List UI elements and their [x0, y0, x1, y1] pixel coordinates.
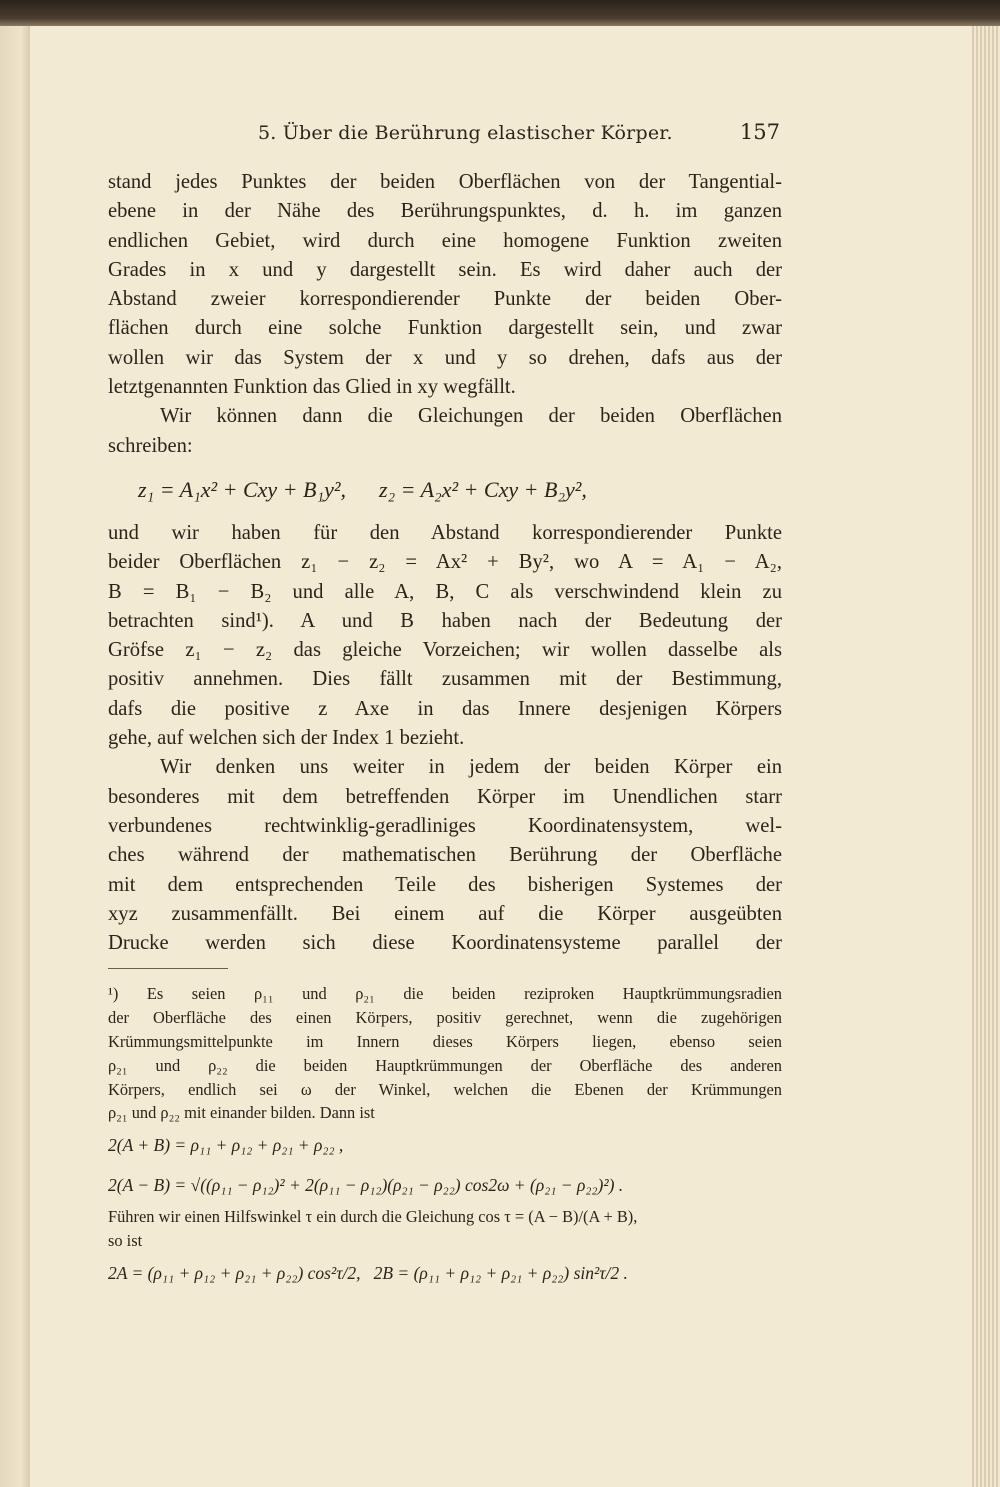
- text-line: letztgenannten Funktion das Glied in xy wegfällt.: [108, 376, 516, 399]
- text-line: positiv annehmen. Dies fällt zusammen mit der Bestimmung,: [108, 668, 782, 691]
- text-line: beider Oberflächen z₁ − z₂ = Ax² + By², wo A = A₁ − A₂,: [108, 551, 782, 574]
- footnote-line: ¹) Es seien ρ₁₁ und ρ₂₁ die beiden reziproken Hauptkrümmungsradien: [108, 984, 782, 1003]
- text-line: gehe, auf welchen sich der Index 1 bezieht.: [108, 727, 465, 750]
- footnote-line: Führen wir einen Hilfswinkel τ ein durch die Gleichung cos τ = (A − B)/(A + B),: [108, 1207, 638, 1227]
- text-line: Drucke werden sich diese Koordinatensysteme parallel der: [108, 932, 782, 955]
- main-text: [108, 168, 782, 958]
- footnote-equation: 2(A + B) = ρ₁₁ + ρ₁₂ + ρ₂₁ + ρ₂₂ ,: [108, 1135, 344, 1156]
- footnote-equation: 2A = (ρ₁₁ + ρ₁₂ + ρ₂₁ + ρ₂₂) cos²τ/2, 2B = (ρ₁₁ + ρ₁₂ + ρ₂₁ + ρ₂₂) sin²τ/2 .: [108, 1263, 628, 1284]
- running-title: 5. Über die Berührung elastischer Körper.: [258, 122, 673, 144]
- text-line: Wir können dann die Gleichungen der beiden Oberflächen: [160, 405, 782, 428]
- surface-equations: z₁ = A₁x² + Cxy + B₁y², z₂ = A₂x² + Cxy + B₂y²,: [138, 476, 587, 502]
- book-gutter: [0, 26, 30, 1487]
- text-line: Wir denken uns weiter in jedem der beiden Körper ein: [160, 756, 782, 779]
- text-line: betrachten sind¹). A und B haben nach der Bedeutung der: [108, 609, 782, 632]
- book-top-edge: [0, 0, 1000, 26]
- footnote-line: ρ₂₁ und ρ₂₂ die beiden Hauptkrümmungen der Oberfläche des anderen: [108, 1055, 782, 1075]
- text-line: ches während der mathematischen Berührung der Oberfläche: [108, 844, 782, 867]
- footnote-line: ρ₂₁ und ρ₂₂ mit einander bilden. Dann ist: [108, 1103, 375, 1123]
- text-line: Gröfse z₁ − z₂ das gleiche Vorzeichen; wir wollen dasselbe als: [108, 639, 782, 662]
- page-number: 157: [739, 120, 780, 144]
- footnote: [108, 982, 782, 1293]
- text-line: Grades in x und y dargestellt sein. Es wird daher auch der: [108, 258, 782, 281]
- text-line: B = B₁ − B₂ und alle A, B, C als verschwindend klein zu: [108, 580, 782, 603]
- text-line: flächen durch eine solche Funktion dargestellt sein, und zwar: [108, 317, 782, 340]
- page-header: [108, 122, 780, 152]
- text-line: dafs die positive z Axe in das Innere desjenigen Körpers: [108, 697, 782, 720]
- text-line: besonderes mit dem betreffenden Körper im Unendlichen starr: [108, 785, 782, 808]
- text-line: stand jedes Punktes der beiden Oberflächen von der Tangential-: [108, 171, 782, 193]
- footnote-equation: 2(A − B) = √((ρ₁₁ − ρ₁₂)² + 2(ρ₁₁ − ρ₁₂)(ρ₂₁ − ρ₂₂) cos2ω + (ρ₂₁ − ρ₂₂)²) .: [108, 1175, 624, 1196]
- text-line: Abstand zweier korrespondierender Punkte der beiden Ober-: [108, 288, 782, 311]
- footnote-line: der Oberfläche des einen Körpers, positiv gerechnet, wenn die zugehörigen: [108, 1007, 782, 1027]
- text-line: endlichen Gebiet, wird durch eine homogene Funktion zweiten: [108, 229, 782, 252]
- text-line: xyz zusammenfällt. Bei einem auf die Körper ausgeübten: [108, 902, 782, 925]
- page-stack-edge: [972, 26, 1000, 1487]
- text-line: schreiben:: [108, 434, 193, 457]
- footnote-line: Körpers, endlich sei ω der Winkel, welchen die Ebenen der Krümmungen: [108, 1079, 782, 1099]
- footnote-line: so ist: [108, 1231, 143, 1251]
- text-line: verbundenes rechtwinklig-geradliniges Koordinatensystem, wel-: [108, 814, 782, 837]
- text-line: wollen wir das System der x und y so drehen, dafs aus der: [108, 346, 782, 369]
- text-line: ebene in der Nähe des Berührungspunktes, d. h. im ganzen: [108, 200, 782, 223]
- footnote-rule: [108, 968, 228, 969]
- text-line: und wir haben für den Abstand korrespondierender Punkte: [108, 521, 782, 544]
- text-line: mit dem entsprechenden Teile des bisherigen Systemes der: [108, 873, 782, 896]
- footnote-line: Krümmungsmittelpunkte im Innern dieses Körpers liegen, ebenso seien: [108, 1031, 782, 1051]
